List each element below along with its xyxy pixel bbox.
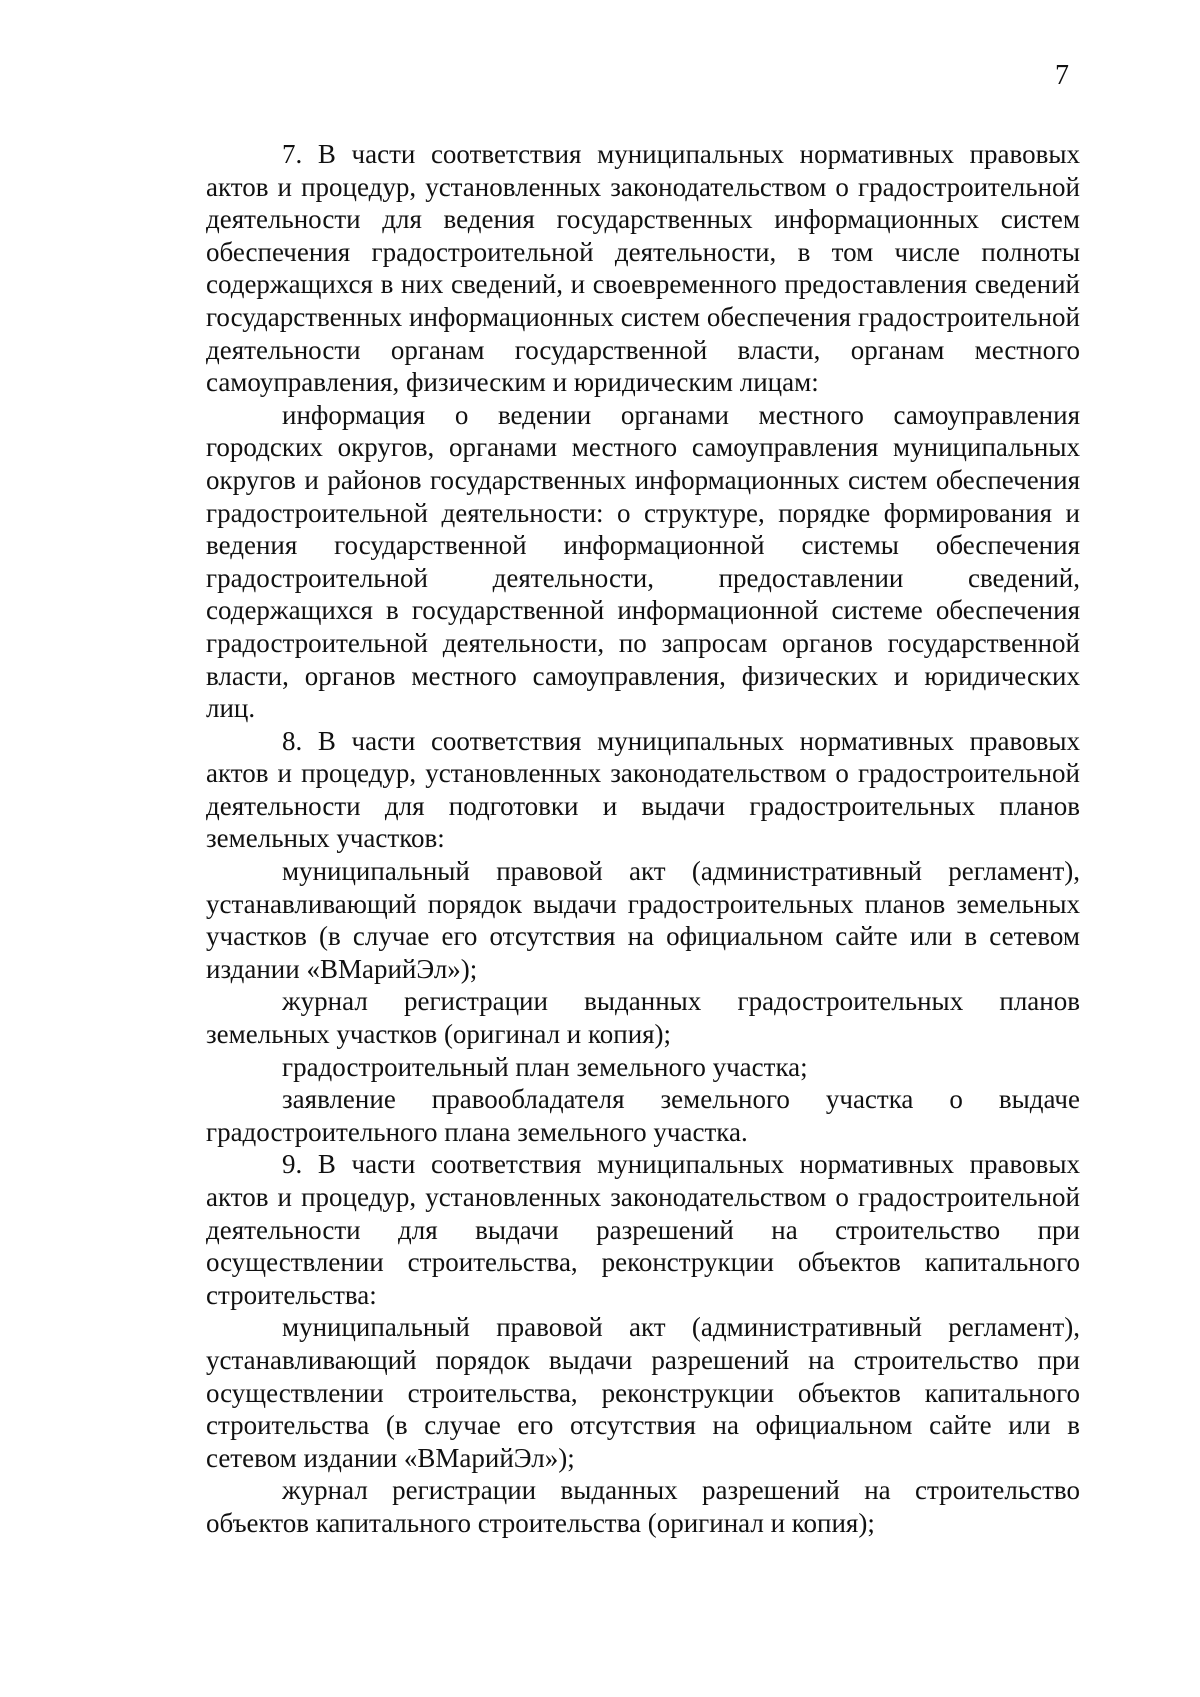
paragraph-7-intro: 7. В части соответствия муниципальных нормативных правовых актов и процедур, установленных законодательством о градостроительной деятельности для ведения государственных информационных систем обеспечения градостроительной деятельности, в том числе полноты содержащихся в них сведений, и своевременного предоставления сведений государственных информационных систем обеспечения градостроительной деятельности органам государственной власти, органам местного самоуправления, физическим и юридическим лицам:	[206, 139, 1080, 398]
paragraph-8-intro: 8. В части соответствия муниципальных нормативных правовых актов и процедур, установленных законодательством о градостроительной деятельности для подготовки и выдачи градостроительных планов земельных участков:	[206, 725, 1080, 854]
paragraph-7-item: информация о ведении органами местного самоуправления городских округов, органами местного самоуправления муниципальных округов и районов государственных информационных систем обеспечения градостроительной деятельности: о структуре, порядке формирования и ведения государственной информационной системы обеспечения градостроительной деятельности, предоставлении сведений, содержащихся в государственной информационной системе обеспечения градостроительной деятельности, по запросам органов государственной власти, органов местного самоуправления, физических и юридических лиц.	[206, 399, 1080, 724]
page-number: 7	[1055, 60, 1069, 91]
paragraph-8-item-journal: журнал регистрации выданных градостроительных планов земельных участков (оригинал и копия);	[206, 986, 1080, 1050]
paragraph-8-item-regulation: муниципальный правовой акт (административный регламент), устанавливающий порядок выдачи градостроительных планов земельных участков (в случае его отсутствия на официальном сайте или в сетевом издании «ВМарийЭл»);	[206, 856, 1080, 984]
paragraph-8-item-plan: градостроительный план земельного участка;	[282, 1051, 808, 1082]
document-body	[206, 138, 1080, 1540]
paragraph-9-item-regulation: муниципальный правовой акт (административный регламент), устанавливающий порядок выдачи разрешений на строительство при осуществлении строительства, реконструкции объектов капитального строительства (в случае его отсутствия на официальном сайте или в сетевом издании «ВМарийЭл»);	[206, 1312, 1080, 1473]
paragraph-9-intro: 9. В части соответствия муниципальных нормативных правовых актов и процедур, установленных законодательством о градостроительной деятельности для выдачи разрешений на строительство при осуществлении строительства, реконструкции объектов капитального строительства:	[206, 1149, 1080, 1310]
paragraph-8-item-application: заявление правообладателя земельного участка о выдаче градостроительного плана земельного участка.	[206, 1084, 1080, 1147]
paragraph-9-item-journal: журнал регистрации выданных разрешений на строительство объектов капитального строительства (оригинал и копия);	[206, 1475, 1080, 1538]
